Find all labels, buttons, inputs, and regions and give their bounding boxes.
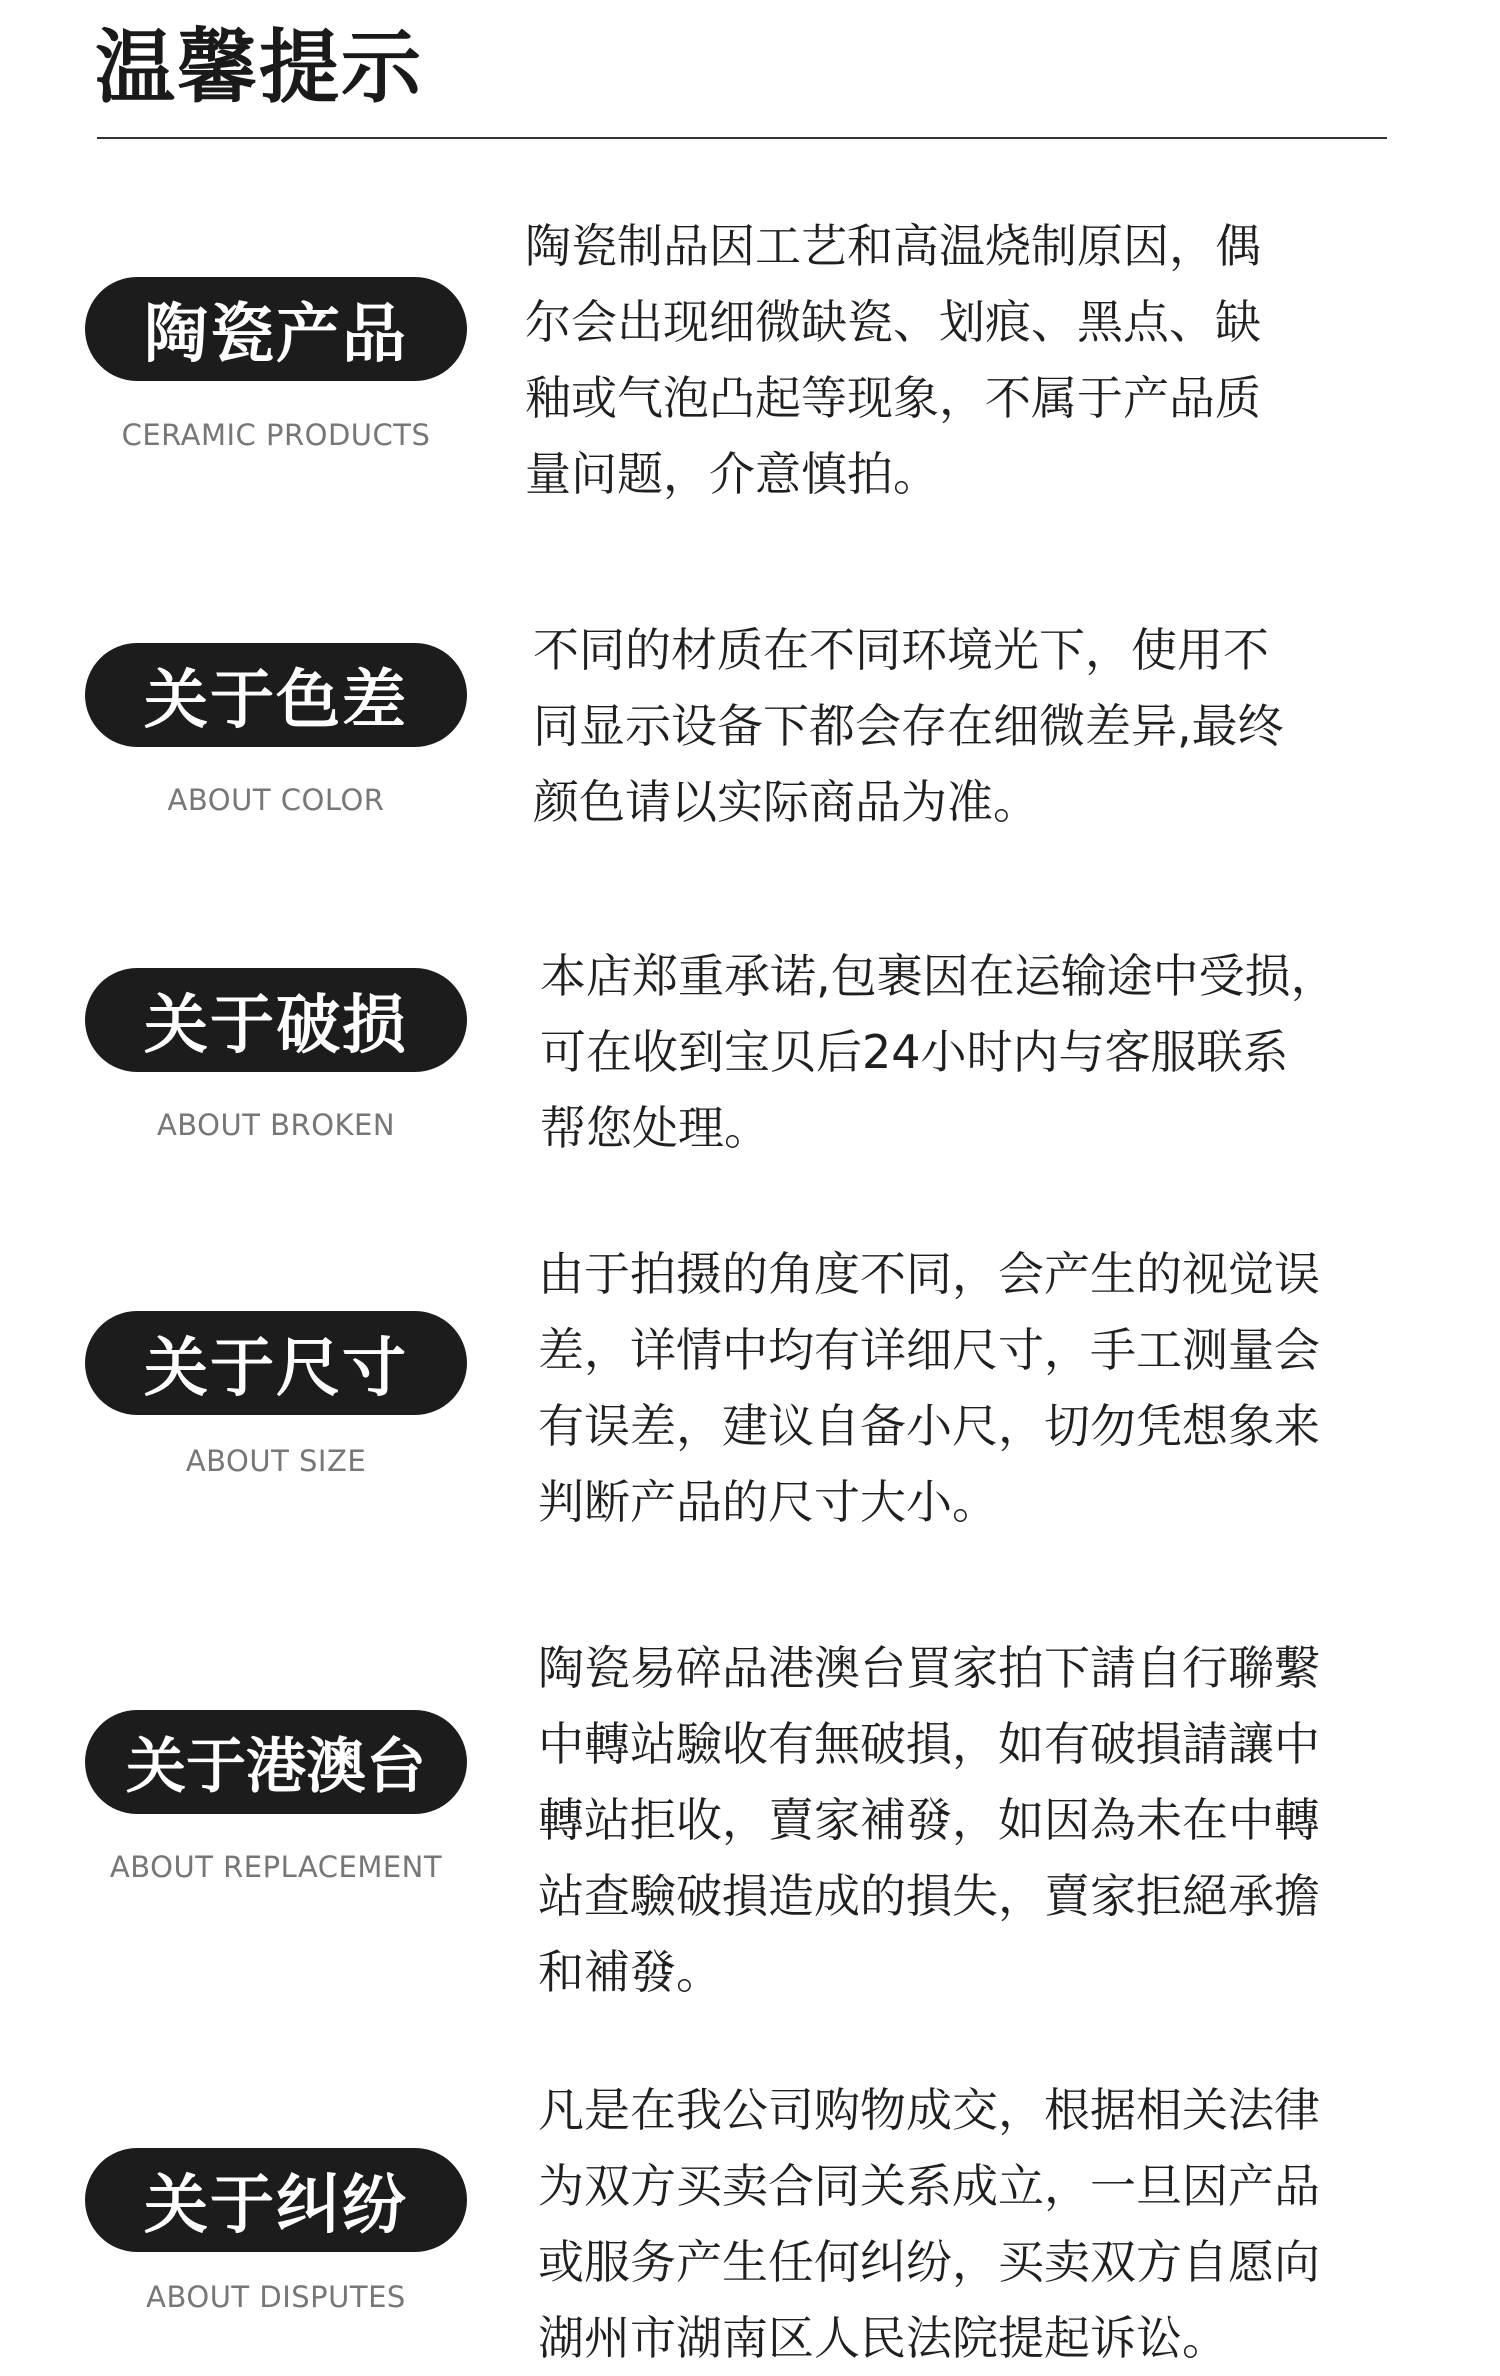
- text-line: 帮您处理。: [540, 1101, 770, 1155]
- text-line: 差，详情中均有详细尺寸，手工测量会: [538, 1323, 1320, 1377]
- section-label-broken: 关于破损: [85, 968, 467, 1072]
- section-sublabel-hk-macau-taiwan: ABOUT REPLACEMENT: [109, 1850, 443, 1884]
- section-text-hk-macau-taiwan: [538, 1630, 1418, 2010]
- text-line: 尔会出现细微缺瓷、划痕、黑点、缺: [525, 295, 1261, 349]
- section-sublabel-color: ABOUT COLOR: [167, 783, 385, 817]
- text-line: 量问题，介意慎拍。: [525, 447, 939, 501]
- section-sublabel-size: ABOUT SIZE: [185, 1444, 367, 1478]
- text-line: 和補發。: [538, 1945, 722, 1999]
- section-label-color: 关于色差: [85, 643, 467, 747]
- section-text-disputes: [538, 2072, 1418, 2365]
- section-sublabel-broken: ABOUT BROKEN: [156, 1108, 396, 1142]
- section-label-disputes: 关于纠纷: [85, 2148, 467, 2252]
- text-line: 中轉站驗收有無破損，如有破損請讓中: [538, 1717, 1320, 1771]
- text-line: 判断产品的尺寸大小。: [538, 1475, 998, 1529]
- text-line: 本店郑重承诺,包裹因在运输途中受损，: [540, 949, 1337, 1003]
- section-text-color: [533, 612, 1413, 840]
- text-line: 凡是在我公司购物成交，根据相关法律: [538, 2083, 1320, 2137]
- text-line: 湖州市湖南区人民法院提起诉讼。: [538, 2311, 1228, 2365]
- page-title: 温馨提示: [95, 21, 423, 114]
- header-divider: [97, 137, 1387, 139]
- section-sublabel-disputes: ABOUT DISPUTES: [146, 2280, 406, 2314]
- section-label-hk-macau-taiwan: 关于港澳台: [85, 1710, 467, 1814]
- section-label-ceramic: 陶瓷产品: [85, 277, 467, 381]
- section-sublabel-ceramic: CERAMIC PRODUCTS: [121, 418, 431, 452]
- text-line: 有误差，建议自备小尺，切勿凭想象来: [538, 1399, 1320, 1453]
- text-line: 陶瓷易碎品港澳台買家拍下請自行聯繫: [538, 1641, 1320, 1695]
- text-line: 站查驗破損造成的損失，賣家拒絕承擔: [538, 1869, 1320, 1923]
- text-line: 为双方买卖合同关系成立，一旦因产品: [538, 2159, 1320, 2213]
- text-line: 陶瓷制品因工艺和高温烧制原因，偶: [525, 219, 1261, 273]
- text-line: 由于拍摄的角度不同，会产生的视觉误: [538, 1247, 1320, 1301]
- section-text-ceramic: [525, 208, 1405, 512]
- text-line: 轉站拒收，賣家補發，如因為未在中轉: [538, 1793, 1320, 1847]
- text-line: 或服务产生任何纠纷，买卖双方自愿向: [538, 2235, 1320, 2289]
- section-text-broken: [540, 938, 1420, 1166]
- section-label-size: 关于尺寸: [85, 1311, 467, 1415]
- text-line: 同显示设备下都会存在细微差异,最终: [533, 699, 1284, 753]
- section-text-size: [538, 1236, 1418, 1540]
- text-line: 釉或气泡凸起等现象，不属于产品质: [525, 371, 1261, 425]
- text-line: 不同的材质在不同环境光下，使用不: [533, 623, 1269, 677]
- text-line: 颜色请以实际商品为准。: [533, 775, 1039, 829]
- text-line: 可在收到宝贝后24小时内与客服联系: [540, 1025, 1289, 1079]
